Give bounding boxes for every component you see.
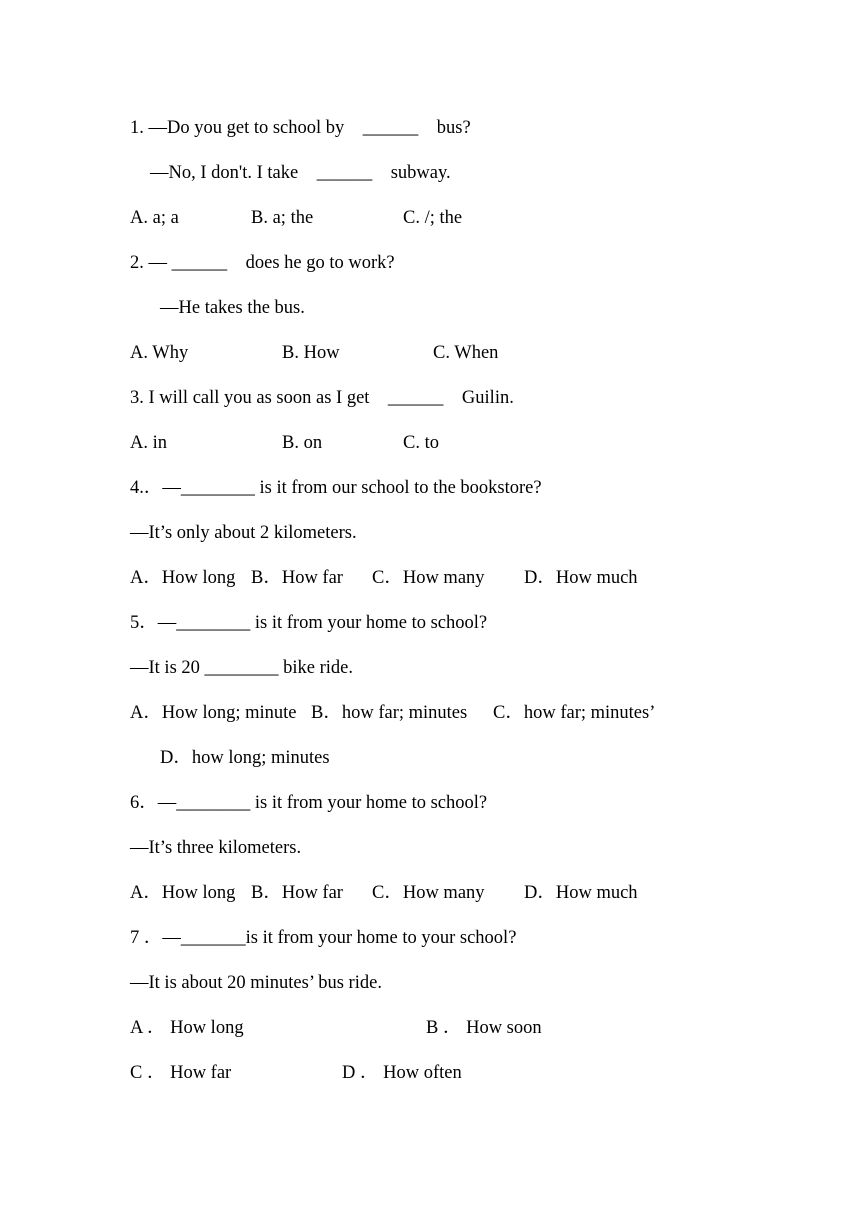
- question-5-prompt: 5．—________ is it from your home to school?: [130, 613, 488, 633]
- question-7-option-a: A ． How long: [130, 1018, 244, 1038]
- question-3-option-a: A. in: [130, 433, 167, 453]
- question-6-prompt: 6．—________ is it from your home to school?: [130, 793, 488, 813]
- question-5-option-a: A．How long; minute: [130, 703, 297, 723]
- question-6-response: —It’s three kilometers.: [130, 838, 302, 858]
- question-3-prompt: 3. I will call you as soon as I get ______ Guilin.: [130, 388, 514, 408]
- question-6-option-a: A．How long: [130, 883, 236, 903]
- question-7-response: —It is about 20 minutes’ bus ride.: [130, 973, 382, 993]
- question-7-option-b: B ． How soon: [426, 1018, 542, 1038]
- question-4-option-a: A．How long: [130, 568, 236, 588]
- question-1-option-c: C. /; the: [403, 208, 463, 228]
- question-3-option-b: B. on: [282, 433, 323, 453]
- question-6-option-c: C．How many: [372, 883, 485, 903]
- question-4-option-c: C．How many: [372, 568, 485, 588]
- question-2-option-b: B. How: [282, 343, 340, 363]
- question-6-option-d: D．How much: [524, 883, 638, 903]
- question-2-prompt: 2. — ______ does he go to work?: [130, 253, 395, 273]
- question-5-response: —It is 20 ________ bike ride.: [130, 658, 354, 678]
- question-1-prompt: 1. —Do you get to school by ______ bus?: [130, 118, 471, 138]
- question-5-option-c: C．how far; minutes’: [493, 703, 656, 723]
- question-5-option-b: B．how far; minutes: [311, 703, 468, 723]
- question-4-option-d: D．How much: [524, 568, 638, 588]
- question-2-response: —He takes the bus.: [160, 298, 305, 318]
- question-3-option-c: C. to: [403, 433, 439, 453]
- question-2-option-c: C. When: [433, 343, 499, 363]
- question-5-option-d: D．how long; minutes: [160, 748, 330, 768]
- question-7-option-d: D ． How often: [342, 1063, 462, 1083]
- question-4-option-b: B．How far: [251, 568, 343, 588]
- question-1-option-b: B. a; the: [251, 208, 314, 228]
- question-7-prompt: 7 ．—_______is it from your home to your school?: [130, 928, 517, 948]
- question-1-option-a: A. a; a: [130, 208, 179, 228]
- question-7-option-c: C ． How far: [130, 1063, 232, 1083]
- question-2-option-a: A. Why: [130, 343, 189, 363]
- question-6-option-b: B．How far: [251, 883, 343, 903]
- question-4-prompt: 4.．—________ is it from our school to the bookstore?: [130, 478, 542, 498]
- question-1-response: —No, I don't. I take ______ subway.: [150, 163, 451, 183]
- question-4-response: —It’s only about 2 kilometers.: [130, 523, 357, 543]
